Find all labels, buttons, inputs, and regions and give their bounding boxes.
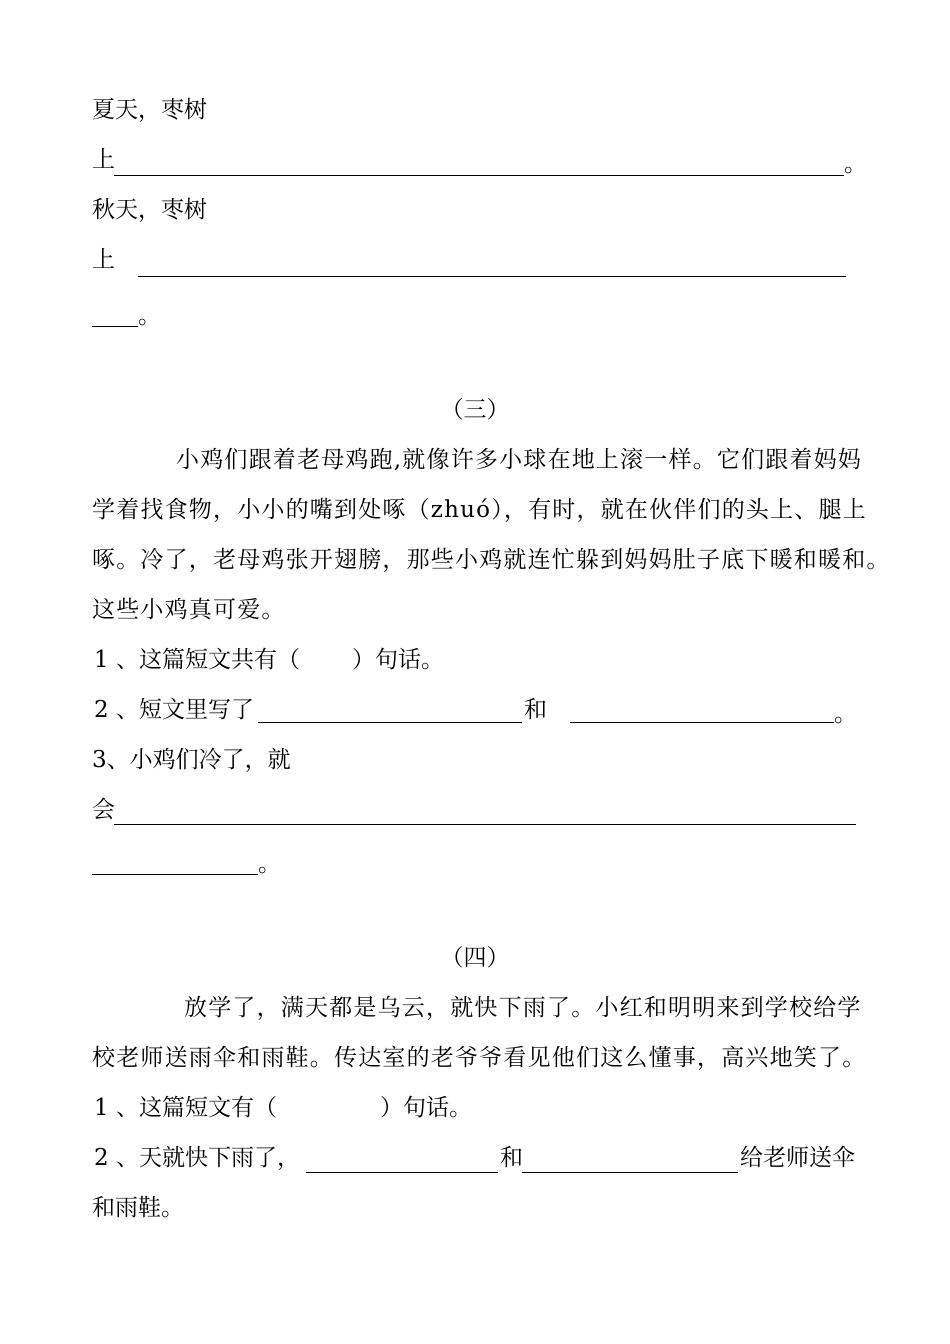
summer-line-end: 。 [844,151,867,177]
q3-3-end: 。 [258,851,281,877]
passage3-line-1: 小鸡们跟着老母鸡跑,就像许多小球在地上滚一样。它们跟着妈妈 [176,447,863,473]
autumn-line-end: 。 [138,303,161,329]
passage4-line-1: 放学了，满天都是乌云，就快下雨了。小红和明明来到学校给学 [184,995,862,1021]
q4-2-line-2: 和雨鞋。 [92,1195,184,1221]
q4-2-blank-1[interactable] [306,1172,498,1173]
autumn-answer-blank-continued[interactable] [92,326,138,327]
q4-2-blank-2[interactable] [522,1172,738,1173]
q3-3-blank-continued[interactable] [92,874,258,875]
autumn-line-start: 上 [92,247,115,273]
q3-2-prefix: 2 、短文里写了 [94,697,254,723]
q4-2-prefix: 2 、天就快下雨了， [94,1145,300,1171]
section-heading-4: （四） [440,945,510,971]
summer-line-start: 上 [92,147,115,173]
q3-3-prefix: 3、小鸡们冷了，就 [92,747,291,773]
passage4-line-2: 校老师送雨伞和雨鞋。传达室的老爷爷看见他们这么懂事，高兴地笑了。 [92,1045,867,1071]
q3-3-blank[interactable] [114,824,856,825]
q3-2-mid: 和 [524,697,547,723]
q3-1-prefix: 1 、这篇短文共有（ [94,647,300,673]
q4-2-suffix: 给老师送伞 [740,1145,855,1171]
q3-2-end: 。 [834,701,857,727]
q3-2-blank-1[interactable] [258,722,522,723]
passage3-line-2: 学着找食物，小小的嘴到处啄（zhuó），有时，就在伙伴们的头上、腿上 [92,497,867,523]
q3-1-suffix: ）句话。 [352,647,444,673]
q4-2-mid: 和 [500,1145,523,1171]
q3-2-blank-2[interactable] [570,722,834,723]
q4-1-prefix: 1 、这篇短文有（ [94,1095,277,1121]
summer-prompt: 夏天，枣树 [92,97,207,123]
passage3-line-3: 啄。冷了，老母鸡张开翅膀，那些小鸡就连忙躲到妈妈肚子底下暖和暖和。 [92,547,891,573]
section-heading-3: （三） [440,397,510,423]
summer-answer-blank[interactable] [114,175,844,176]
passage3-line-4: 这些小鸡真可爱。 [92,597,286,623]
q4-1-suffix: ）句话。 [380,1095,472,1121]
autumn-prompt: 秋天，枣树 [92,197,207,223]
q3-3-line-start: 会 [92,797,115,823]
autumn-answer-blank[interactable] [138,276,846,277]
